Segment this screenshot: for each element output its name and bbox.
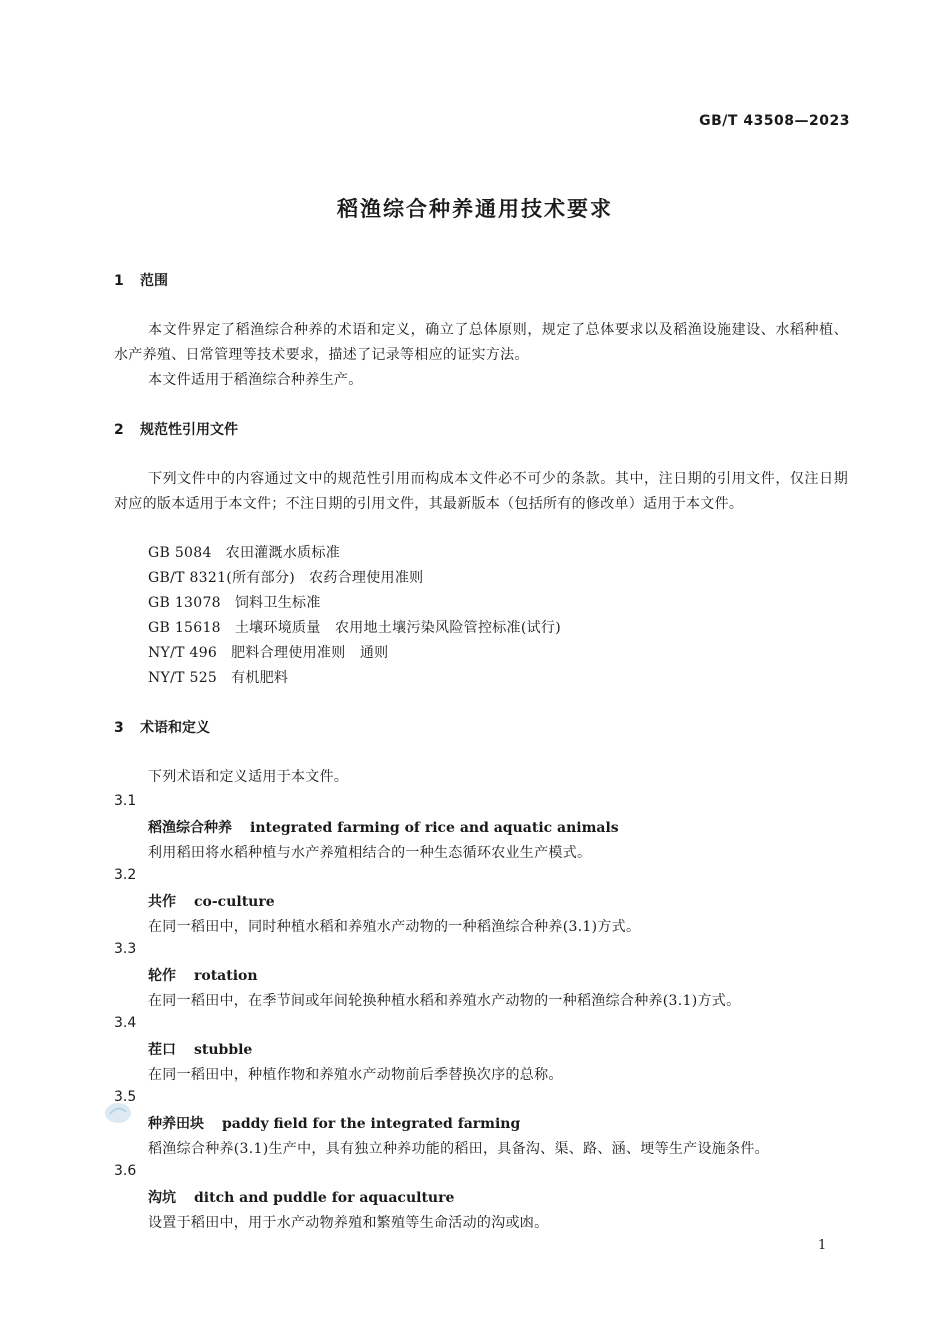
reference-title: 肥料合理使用准则 通则 xyxy=(231,645,389,661)
term-name-zh: 种养田块 xyxy=(148,1116,204,1132)
term-name-zh: 轮作 xyxy=(148,968,176,984)
term-name-zh: 沟坑 xyxy=(148,1190,176,1206)
reference-title: 农田灌溉水质标准 xyxy=(225,545,341,561)
term-definition: 在同一稻田中，同时种植水稻和养殖水产动物的一种稻渔综合种养(3.1)方式。 xyxy=(148,919,641,935)
term-name-en: ditch and puddle for aquaculture xyxy=(194,1190,455,1206)
reference-item xyxy=(148,617,561,637)
term-definition: 设置于稻田中，用于水产动物养殖和繁殖等生命活动的沟或凼。 xyxy=(148,1215,549,1231)
reference-title: 农药合理使用准则 xyxy=(309,570,424,586)
terms-intro-paragraph: 下列术语和定义适用于本文件。 xyxy=(148,769,349,785)
term-name-en: paddy field for the integrated farming xyxy=(222,1116,521,1132)
term-number: 3.4 xyxy=(114,1015,137,1031)
term-name xyxy=(148,965,258,985)
term-name xyxy=(148,891,275,911)
term-definition: 利用稻田将水稻种植与水产养殖相结合的一种生态循环农业生产模式。 xyxy=(148,845,592,861)
reference-title: 有机肥料 xyxy=(231,670,289,686)
reference-code: GB 13078 xyxy=(148,595,221,611)
section-number: 1 xyxy=(114,273,124,289)
reference-code: NY/T 496 xyxy=(148,645,218,661)
scope-paragraph-1: 本文件界定了稻渔综合种养的术语和定义，确立了总体原则，规定了总体要求以及稻渔设施建设、水稻种植、水产养殖、日常管理等技术要求，描述了记录等相应的证实方法。 xyxy=(114,322,848,363)
term-name-zh: 稻渔综合种养 xyxy=(148,820,232,836)
term-definition: 在同一稻田中，种植作物和养殖水产动物前后季替换次序的总称。 xyxy=(148,1067,563,1083)
term-number: 3.5 xyxy=(114,1089,137,1105)
section-number: 2 xyxy=(114,422,124,438)
reference-code: GB 5084 xyxy=(148,545,212,561)
term-number: 3.6 xyxy=(114,1163,137,1179)
term-name-zh: 共作 xyxy=(148,894,176,910)
section-heading-normative-references xyxy=(114,419,238,439)
section-heading-terms xyxy=(114,717,210,737)
term-name xyxy=(148,1187,454,1207)
reference-item xyxy=(148,542,340,562)
reference-item xyxy=(148,567,423,587)
term-number: 3.1 xyxy=(114,793,137,809)
reference-code: GB/T 8321(所有部分) xyxy=(148,570,296,586)
term-number: 3.3 xyxy=(114,941,137,957)
reference-title: 土壤环境质量 农用地土壤污染风险管控标准(试行) xyxy=(234,620,561,636)
term-name-en: integrated farming of rice and aquatic animals xyxy=(250,820,619,836)
term-name-en: stubble xyxy=(194,1042,253,1058)
term-name xyxy=(148,1039,252,1059)
term-name-en: rotation xyxy=(194,968,258,984)
section-heading-scope xyxy=(114,270,168,290)
reference-code: NY/T 525 xyxy=(148,670,218,686)
section-title: 术语和定义 xyxy=(140,720,210,736)
reference-item xyxy=(148,642,388,662)
term-name xyxy=(148,817,619,837)
section-title: 规范性引用文件 xyxy=(140,422,238,438)
reference-title: 饲料卫生标准 xyxy=(234,595,321,611)
term-number: 3.2 xyxy=(114,867,137,883)
section-number: 3 xyxy=(114,720,124,736)
reference-code: GB 15618 xyxy=(148,620,221,636)
reference-item xyxy=(148,592,321,612)
term-definition: 稻渔综合种养(3.1)生产中，具有独立种养功能的稻田，具备沟、渠、路、涵、埂等生产设施条件。 xyxy=(148,1141,769,1157)
term-name-en: co-culture xyxy=(194,894,275,910)
standard-number: GB/T 43508—2023 xyxy=(699,113,850,129)
references-intro-paragraph: 下列文件中的内容通过文中的规范性引用而构成本文件必不可少的条款。其中，注日期的引用文件，仅注日期对应的版本适用于本文件；不注日期的引用文件，其最新版本（包括所有的修改单）适用于本文件。 xyxy=(114,471,848,512)
term-name xyxy=(148,1113,520,1133)
term-name-zh: 茬口 xyxy=(148,1042,176,1058)
term-definition: 在同一稻田中，在季节间或年间轮换种植水稻和养殖水产动物的一种稻渔综合种养(3.1)方式。 xyxy=(148,993,741,1009)
scope-paragraph-2: 本文件适用于稻渔综合种养生产。 xyxy=(148,372,363,388)
sac-watermark-icon xyxy=(104,1102,132,1124)
reference-item xyxy=(148,667,288,687)
document-title: 稻渔综合种养通用技术要求 xyxy=(337,197,613,221)
section-title: 范围 xyxy=(140,273,168,289)
page-number: 1 xyxy=(818,1238,827,1253)
